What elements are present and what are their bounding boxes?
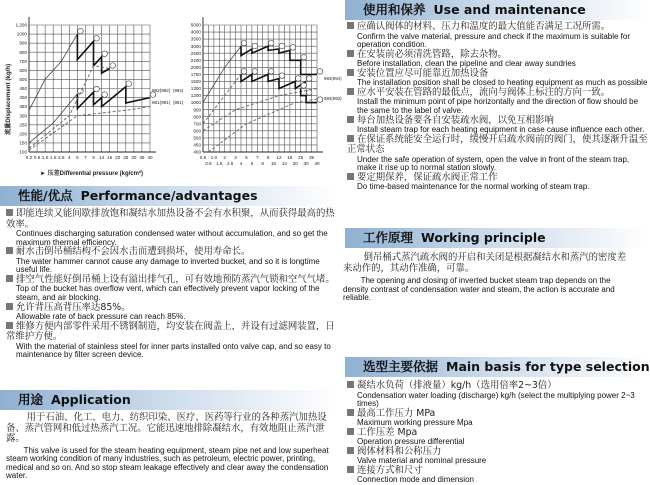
item-en: Valve material and nominal pressure: [357, 456, 487, 466]
list-item: [347, 135, 650, 173]
working-cn: 倒吊桶式蒸汽疏水阀的开启和关闭是根据凝结水和蒸汽的密度差来动作的，其动作准确，可靠。: [343, 252, 627, 274]
item-en: With the material of stainless steel for inner parts installed onto valve cap, and so easy to maintenance by filter screen device.: [16, 341, 331, 360]
y-tick-label: 3500: [190, 36, 201, 42]
y-tick-label: 500: [193, 135, 201, 141]
item-en: Connection mode and dimension: [357, 475, 474, 485]
list-item: [347, 409, 650, 428]
x-tick-label: 30: [303, 161, 309, 166]
selection-title-en: Main basis for type selection: [446, 359, 650, 374]
series-marker: [94, 86, 100, 92]
x-tick-label: 2.5: [58, 155, 65, 160]
list-item: [6, 322, 340, 360]
series-label: 982(992): [152, 88, 171, 93]
y-tick-label: 450: [193, 142, 201, 148]
series-marker: [252, 69, 258, 75]
y-tick-label: 700: [19, 58, 27, 64]
series-marker: [102, 51, 108, 57]
series-marker: [110, 63, 116, 69]
series-marker: [317, 97, 323, 103]
application-title-cn: 用途: [18, 392, 44, 407]
working-title-en: Working principle: [421, 230, 546, 245]
x-tick-label: 1.5: [216, 161, 223, 166]
x-tick-label: 14: [99, 155, 105, 160]
item-cn: 安装位置应尽可能靠近加热设备: [357, 67, 489, 79]
item-en: Maximum working pressure Mpa: [357, 418, 473, 428]
item-en: The installation position shall be closed to heating equipment as much as possible: [357, 78, 648, 88]
x-tick-label: 35: [139, 155, 145, 160]
x-tick-label: 14: [281, 161, 287, 166]
item-cn: 连接方式和尺寸: [357, 464, 423, 476]
x-tick-label: 5: [76, 155, 79, 160]
item-cn: 凝结水负荷（排液量）kg/h（选用倍率2~3倍）: [357, 380, 557, 391]
series-marker: [94, 36, 100, 42]
x-tick-label: 10: [271, 161, 277, 166]
series-label: 984(994): [324, 76, 342, 81]
y-tick-label: 1200: [190, 93, 201, 99]
y-tick-label: 2500: [190, 50, 201, 56]
list-item: [347, 88, 650, 116]
bullet-icon: [347, 116, 354, 123]
x-tick-label: 5: [245, 155, 248, 160]
series-label: 981(991): [152, 100, 171, 105]
y-tick-label: 3000: [190, 43, 201, 49]
item-en: Continues discharging saturation condensed water without accumulation, and so get the maximum thermal efficiency.: [16, 229, 328, 247]
y-tick-label: 4000: [190, 29, 201, 35]
item-en: Top of the bucket has overflow vent, which can effectively prevent vapor locking of the steam, and air blocking.: [16, 284, 320, 302]
item-cn: 在保证系统能安全运行时，缓慢开启疏水阀前的阀门，使其逐渐升温至正常状态: [347, 133, 648, 156]
y-tick-label: 2000: [190, 64, 201, 70]
x-tick-label: 8: [261, 161, 264, 166]
x-tick-label: 7: [84, 155, 87, 160]
series-marker: [279, 73, 285, 79]
bullet-icon: [347, 69, 354, 76]
selection-list: [347, 381, 650, 485]
series-label: 983(993): [324, 96, 342, 101]
bullet-icon: [6, 322, 13, 329]
list-item: [347, 381, 650, 409]
working-title-cn: 工作原理: [363, 230, 414, 245]
x-tick-label: 20: [292, 161, 298, 166]
x-tick-label: 9: [266, 155, 270, 160]
bullet-icon: [347, 447, 354, 454]
series-marker: [252, 43, 258, 49]
y-tick-label: 900: [193, 107, 201, 113]
item-cn: 应确认阀体的材料、压力和温度的最大值能否满足工况所需。: [357, 21, 611, 32]
y-tick-label: 5000: [190, 22, 201, 28]
y-tick-label: 200: [19, 131, 27, 137]
y-tick-label: 800: [19, 49, 27, 55]
item-en: Operation pressure differential: [357, 437, 465, 447]
list-item: [347, 69, 650, 88]
x-tick-label: 16: [287, 155, 293, 160]
series-marker: [301, 54, 307, 60]
list-item: [6, 247, 340, 275]
item-cn: 允许背压高背压率达85%。: [16, 301, 131, 313]
y-tick-label: 800: [193, 114, 201, 120]
application-header: [0, 390, 340, 410]
y-tick-label: 1,200: [15, 22, 27, 28]
x-tick-label: 20: [115, 155, 121, 160]
series-label: (991): [173, 100, 184, 105]
y-axis-label: 流量Displacement (kg/h): [5, 63, 12, 135]
y-tick-label: 2200: [190, 57, 201, 63]
item-en: Under the safe operation of system, open the valve in front of the steam trap, make it rise up to normal station slowly.: [357, 154, 630, 173]
bullet-icon: [347, 50, 354, 57]
performance-title-cn: 性能/优点: [18, 188, 73, 203]
y-tick-label: 1000: [16, 31, 27, 37]
x-tick-label: 9: [92, 155, 95, 160]
application-cn: 用于石油、化工、电力、纺织印染、医疗、医药等行业的各种蒸汽加热设备、蒸汽管网和低过热蒸汽工况。它能迅速地排除凝结水，有效地阻止蒸汽泄露。: [6, 412, 327, 444]
y-tick-label: 400: [193, 149, 201, 155]
series-marker: [268, 69, 274, 75]
bullet-icon: [6, 275, 13, 282]
list-item: [347, 116, 650, 135]
working-text: [343, 253, 633, 303]
use-list: [347, 22, 650, 192]
x-tick-label: 4: [68, 155, 71, 160]
y-tick-label: 700: [193, 121, 201, 127]
x-tick-label: 0.8: [205, 161, 212, 166]
x-tick-label: 4: [239, 161, 243, 166]
item-en: Do time-based maintenance for the normal working of steam trap.: [357, 182, 590, 192]
item-cn: 在安装前必须清洗管路，除去杂物。: [357, 48, 508, 60]
list-item: [6, 275, 340, 303]
y-tick-label: 450: [19, 86, 27, 92]
use-title-cn: 使用和保养: [363, 2, 426, 17]
item-cn: 最高工作压力 MPa: [357, 407, 436, 419]
x-tick-label: 7: [256, 155, 259, 160]
series-marker: [126, 81, 132, 87]
x-tick-label: 2.5: [226, 161, 234, 166]
y-tick-label: 900: [19, 40, 27, 46]
performance-title-en: Performance/advantages: [80, 188, 258, 203]
bullet-icon: [347, 409, 354, 416]
bullet-icon: [6, 247, 13, 254]
list-item: [347, 428, 650, 447]
series-marker: [295, 76, 301, 82]
list-item: [347, 173, 650, 192]
list-item: [347, 466, 650, 485]
y-tick-label: 150: [19, 140, 27, 146]
series-label: (992): [173, 88, 184, 93]
series-marker: [306, 90, 312, 96]
series-marker: [241, 40, 247, 46]
x-tick-label: 25: [298, 155, 304, 160]
series-marker: [290, 45, 296, 51]
x-axis-label: ► 压差Differential pressure (kg/cm²): [40, 171, 143, 177]
x-tick-label: 25: [123, 155, 129, 160]
displacement-chart-right: [172, 0, 350, 184]
bullet-icon: [347, 173, 354, 180]
y-tick-label: 1500: [190, 79, 201, 85]
x-tick-label: 0.5: [33, 155, 41, 160]
bullet-icon: [347, 466, 354, 473]
y-tick-label: 600: [19, 67, 27, 73]
bullet-icon: [347, 428, 354, 435]
displacement-chart-left: [0, 0, 172, 184]
bullet-icon: [347, 135, 354, 142]
x-tick-label: 40: [147, 155, 153, 160]
bullet-icon: [347, 22, 354, 29]
item-en: Condensation water loading (discharge) kg/h (select the multiplying power 2~3 times): [357, 390, 635, 409]
item-en: Confirm the valve material, pressure and check if the maximum is suitable for operation condition.: [357, 31, 630, 50]
performance-header: [0, 186, 340, 206]
item-en: The water hammer cannot cause any damage to inverted bucket, and so it is longtime useful life.: [16, 256, 320, 275]
bullet-icon: [6, 303, 13, 310]
item-en: Install steam trap for each heating equipment in case cause influence each other.: [357, 125, 645, 135]
working-en: The opening and closing of inverted bucket steam trap depends on the density contrast of condensation water and steam, the action is accurate and reliable.: [343, 276, 615, 303]
working-header: [345, 228, 650, 248]
item-en: Allowable rate of back pressure can reach 85%.: [16, 312, 186, 322]
item-cn: 应水平安装在管路的最低点，流向与阀体上标注的方向一致。: [357, 86, 611, 98]
x-tick-label: 1.0: [41, 155, 49, 160]
series-marker: [306, 76, 312, 82]
y-tick-label: 350: [19, 104, 27, 110]
item-cn: 排空气性能好倒吊桶上设有溢出排气孔，可有效地预防蒸汽气锁和空气气堵。: [16, 273, 335, 285]
item-cn: 维修方便内部零件采用不锈钢制造，均安装在阀盖上，并设有过滤网装置，日常维护方便。: [6, 320, 335, 343]
application-text: [6, 413, 338, 481]
selection-title-cn: 选型主要依据: [363, 359, 439, 374]
application-title-en: Application: [51, 392, 131, 407]
x-tick-label: 35: [309, 155, 315, 160]
series-marker: [301, 83, 307, 89]
y-tick-label: 1300: [190, 86, 201, 92]
x-tick-label: 12: [276, 155, 282, 160]
item-cn: 要定期保养，保证疏水阀正常工作: [357, 171, 498, 183]
application-en: This valve is used for the steam heating equipment, steam pipe net and low superheat steam working condition of many industries, such as petroleum, electric power, printing, medical and so on. And so stop steam leakage effectively and clear away the condensation water.: [6, 445, 329, 481]
series-marker: [102, 92, 108, 98]
x-tick-label: 3: [234, 155, 237, 160]
list-item: [347, 50, 650, 69]
series-marker: [241, 69, 247, 75]
x-tick-label: 0.5: [199, 155, 207, 160]
x-tick-label: 1.0: [210, 155, 218, 160]
item-cn: 耐水击倒吊桶结构不会因水击而遭到损坏，使用寿命长。: [16, 246, 251, 258]
x-tick-label: 6: [250, 161, 254, 166]
selection-header: [345, 357, 650, 377]
x-tick-label: 2: [223, 155, 226, 160]
y-tick-label: 600: [193, 128, 201, 134]
bullet-icon: [6, 209, 13, 216]
x-tick-label: 16: [107, 155, 113, 160]
list-item: [347, 22, 650, 50]
bullet-icon: [347, 381, 354, 388]
series-marker: [317, 69, 323, 75]
y-tick-label: 100: [19, 149, 27, 155]
x-tick-label: 1.5: [50, 155, 57, 160]
y-tick-label: 400: [19, 95, 27, 101]
performance-list: [6, 209, 340, 360]
x-tick-label: 40: [314, 161, 320, 166]
use-title-en: Use and maintenance: [433, 2, 586, 17]
series-marker: [78, 28, 84, 34]
use-header: [345, 0, 650, 20]
item-cn: 即能连续又能间歇排放饱和凝结水加热设备不会有水积聚，从而获得最高的热效率。: [6, 208, 335, 230]
list-item: [6, 303, 340, 322]
list-item: [6, 209, 340, 247]
item-cn: 阀体材料和公称压力: [357, 445, 442, 457]
y-tick-label: 1000: [190, 100, 201, 106]
y-tick-label: 1750: [190, 71, 201, 77]
y-tick-label: 500: [19, 77, 27, 83]
item-cn: 工作压差 Mpa: [357, 426, 418, 438]
item-cn: 每台加热设备要各自安装疏水阀，以免互相影响: [357, 114, 554, 126]
x-tick-label: 0.2: [25, 155, 33, 160]
series-marker: [279, 43, 285, 49]
bullet-icon: [347, 88, 354, 95]
item-en: Before installation, clean the pipeline and clear away sundries: [357, 59, 576, 69]
item-en: Install the minimum point of pipe horizontally and the direction of flow should be the same to the label of valve.: [357, 97, 639, 115]
series-marker: [268, 40, 274, 46]
y-tick-label: 300: [19, 113, 27, 119]
y-tick-label: 250: [19, 122, 27, 128]
list-item: [347, 447, 650, 466]
x-tick-label: 30: [131, 155, 137, 160]
